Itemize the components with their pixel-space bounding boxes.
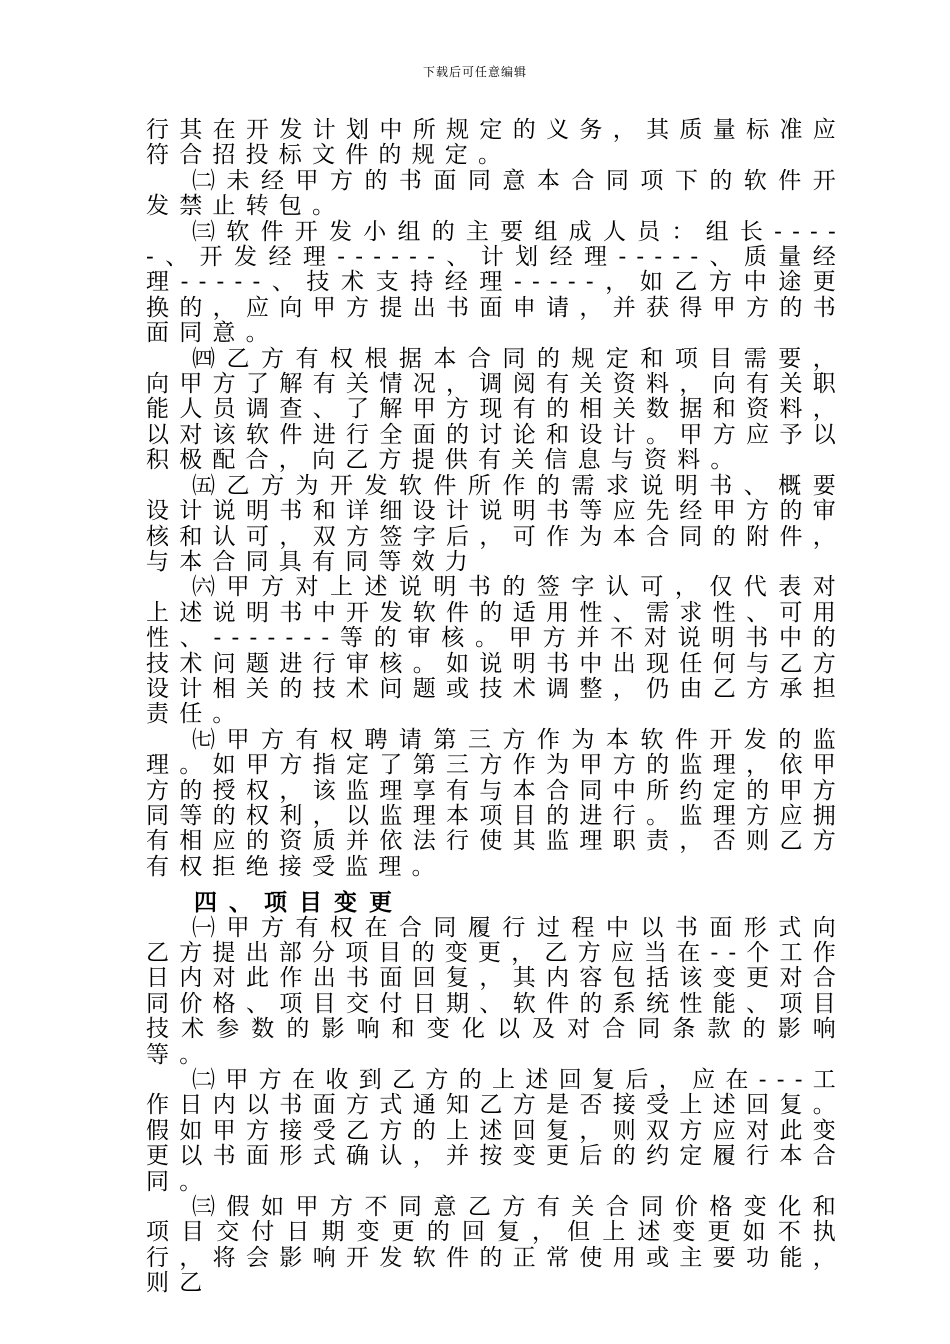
section-paragraph-3: ㈢假如甲方不同意乙方有关合同价格变化和项目交付日期变更的回复，但上述变更如不执行，将会影响开发软件的正常使用或主要功能，则乙 xyxy=(146,1194,846,1297)
paragraph-item-3: ㈢软件开发小组的主要组成人员：组长-----、开发经理------、计划经理-----、质量经理-----、技术支持经理-----，如乙方中途更换的，应向甲方提出书面申请，并获得甲方的书面同意。 xyxy=(146,218,846,347)
paragraph-item-7: ㈦甲方有权聘请第三方作为本软件开发的监理。如甲方指定了第三方作为甲方的监理，依甲方的授权，该监理享有与本合同中所约定的甲方同等的权利，以监理本项目的进行。监理方应拥有相应的资质并依法行使其监理职责，否则乙方有权拒绝接受监理。 xyxy=(146,726,846,880)
paragraph-item-5: ㈤乙方为开发软件所作的需求说明书、概要设计说明书和详细设计说明书等应先经甲方的审核和认可，双方签字后，可作为本合同的附件，与本合同具有同等效力 xyxy=(146,472,846,575)
paragraph-item-2: ㈡未经甲方的书面同意本合同项下的软件开发禁止转包。 xyxy=(146,167,846,220)
paragraph-item-6: ㈥甲方对上述说明书的签字认可，仅代表对上述说明书中开发软件的适用性、需求性、可用性、-------等的审核。甲方并不对说明书中的技术问题进行审核。如说明书中出现任何与乙方设计相关的技术问题或技术调整，仍由乙方承担责任。 xyxy=(146,574,846,728)
section-paragraph-2: ㈡甲方在收到乙方的上述回复后，应在---工作日内以书面方式通知乙方是否接受上述回复。假如甲方接受乙方的上述回复，则双方应对此变更以书面形式确认，并按变更后的约定履行本合同。 xyxy=(146,1067,846,1195)
section-heading: 四、项目变更 xyxy=(194,889,404,917)
page-header: 下载后可任意编辑 xyxy=(422,65,527,79)
paragraph-item-4: ㈣乙方有权根据本合同的规定和项目需要，向甲方了解有关情况，调阅有关资料，向有关职能人员调查、了解甲方现有的相关数据和资料，以对该软件进行全面的讨论和设计。甲方应予以积极配合，向乙方提供有关信息与资料。 xyxy=(146,345,846,474)
section-paragraph-1: ㈠甲方有权在合同履行过程中以书面形式向乙方提出部分项目的变更，乙方应当在--个工作日内对此作出书面回复，其内容包括该变更对合同价格、项目交付日期、软件的系统性能、项目技术参数的影响和变化以及对合同条款的影响等。 xyxy=(146,914,846,1068)
document-body xyxy=(146,118,846,1297)
paragraph-continuation: 行其在开发计划中所规定的义务，其质量标准应符合招投标文件的规定。 xyxy=(146,117,846,169)
